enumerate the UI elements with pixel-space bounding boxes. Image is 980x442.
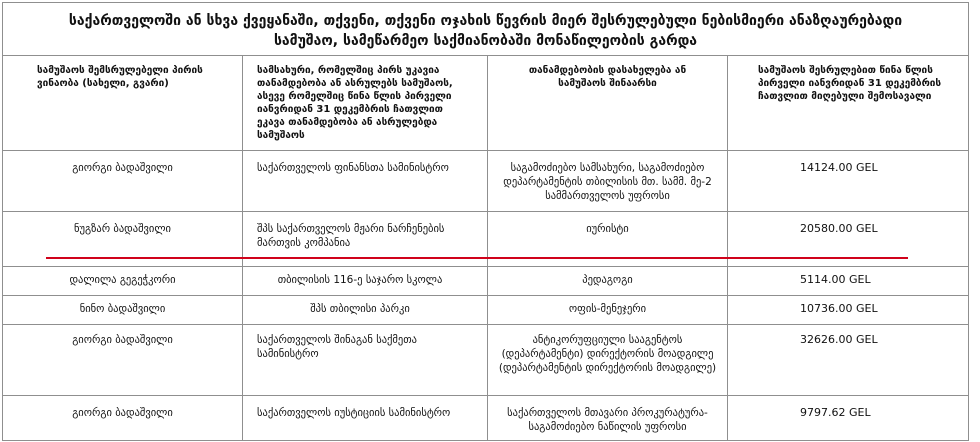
income-cell: 14124.00 GEL (728, 151, 969, 212)
person-name-cell: გიორგი ბადაშვილი (3, 151, 243, 212)
income-cell: 9797.62 GEL (728, 396, 969, 441)
employer-cell: შპს თბილისი პარკი (243, 296, 488, 325)
paid-work-table (2, 2, 969, 441)
person-name-cell: დალილა გეგეჭკორი (3, 267, 243, 296)
header-person-name: სამუშაოს შემსრულებელი პირის ვინაობა (სახელი, გვარი) (3, 56, 243, 151)
table-row (3, 267, 969, 296)
employer-cell: თბილისის 116-ე საჯარო სკოლა (243, 267, 488, 296)
position-cell: საგამოძიებო სამსახური, საგამოძიებო დეპარტამენტის თბილისის მთ. სამმ. მე-2 სამმართველოს უფროსი (488, 151, 728, 212)
position-cell: ოფის-მენეჯერი (488, 296, 728, 325)
header-row (3, 56, 969, 151)
position-cell: პედაგოგი (488, 267, 728, 296)
table-title: საქართველოში ან სხვა ქვეყანაში, თქვენი, თქვენი ოჯახის წევრის მიერ შესრულებული ნებისმიერი ანაზღაურებადი სამუშაო, სამეწარმეო საქმიანობაში მონაწილეობის გარდა (3, 3, 969, 56)
position-cell: ანტიკორუფციული სააგენტოს (დეპარტამენტი) დირექტორის მოადგილე (დეპარტამენტის დირექტორის მოადგილე) (488, 325, 728, 396)
header-employer: სამსახური, რომელშიც პირს უკავია თანამდებობა ან ასრულებს სამუშაოს, ასევე რომელშიც წინა წლის პირველი იანვრიდან 31 დეკემბრის ჩათვლით ეკავა თანამდებობა ან ასრულებდა სამუშაოს (243, 56, 488, 151)
table-row (3, 151, 969, 212)
table-row (3, 325, 969, 396)
table-row (3, 296, 969, 325)
header-income: სამუშაოს შესრულებით წინა წლის პირველი იანვრიდან 31 დეკემბრის ჩათვლით მიღებული შემოსავალი (728, 56, 969, 151)
red-highlight-line (46, 257, 908, 259)
declaration-section (2, 2, 976, 438)
position-cell: იურისტი (488, 212, 728, 267)
employer-cell: საქართველოს იუსტიციის სამინისტრო (243, 396, 488, 441)
employer-cell: საქართველოს შინაგან საქმეთა სამინისტრო (243, 325, 488, 396)
person-name-cell: ნინო ბადაშვილი (3, 296, 243, 325)
employer-cell: შპს საქართველოს მჟარი ნარჩენების მართვის კომპანია (243, 212, 488, 267)
table-row (3, 396, 969, 441)
person-name-cell: გიორგი ბადაშვილი (3, 325, 243, 396)
person-name-cell: გიორგი ბადაშვილი (3, 396, 243, 441)
employer-cell: საქართველოს ფინანსთა სამინისტრო (243, 151, 488, 212)
income-cell: 32626.00 GEL (728, 325, 969, 396)
person-name-cell: ნუგზარ ბადაშვილი (3, 212, 243, 267)
header-position: თანამდებობის დასახელება ან სამუშაოს შინაარსი (488, 56, 728, 151)
income-cell: 5114.00 GEL (728, 267, 969, 296)
income-cell: 10736.00 GEL (728, 296, 969, 325)
income-cell: 20580.00 GEL (728, 212, 969, 267)
position-cell: საქართველოს მთავარი პროკურატურა-საგამოძიებო ნაწილის უფროსი (488, 396, 728, 441)
